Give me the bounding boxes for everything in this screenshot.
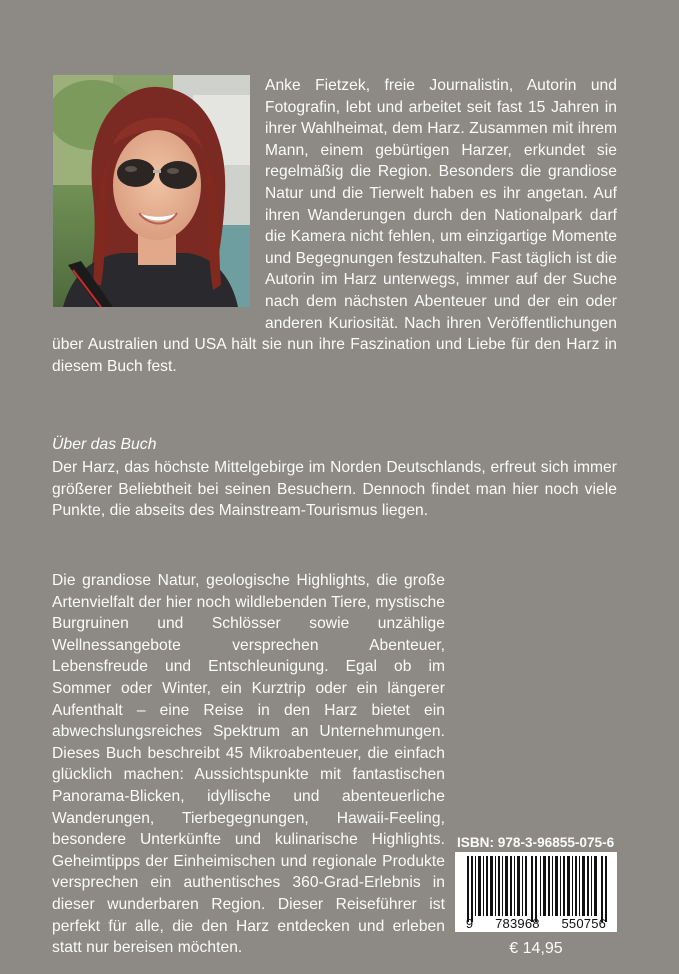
price: € 14,95 (509, 940, 563, 957)
author-bio-block (52, 75, 617, 377)
section-title: Über das Buch (52, 436, 157, 453)
book-description: Die grandiose Natur, geologische Highlights, die große Artenvielfalt der hier noch wildlebenden Tiere, mystische Burgruinen und Schlösser sowie unzählige Wellnessangebote versprechen Abenteuer, Lebensfreude und Entschleunigung. Egal ob im Sommer oder Winter, ein Kurztrip oder ein längerer Aufenthalt – eine Reise in den Harz bietet ein abwechslungsreiches Spektrum an Unternehmungen. Dieses Buch beschreibt 45 Mikroabenteuer, die einfach glücklich machen: Aussichtspunkte mit fantastischen Panorama-Blicken, idyllische und abenteuerliche Wanderungen, Tierbegegnungen, Hawaii-Feeling, besondere Unterkünfte und kulinarische Highlights. Geheimtipps der Einheimischen und regionale Produkte versprechen ein authentisches 360-Grad-Erlebnis in dieser wunderbaren Region. Dieser Reiseführer ist perfekt für alle, die den Harz entdecken und erleben statt nur bereisen möchten. (52, 572, 445, 957)
barcode-digit-group-1: 783968 (495, 915, 540, 931)
barcode-digit-group-2: 550756 (561, 915, 607, 931)
author-bio: Anke Fietzek, freie Journalistin, Autorin und Fotografin, lebt und arbeitet seit fast 15 Jahren in ihrer Wahlheimat, dem Harz. Zusammen mit ihrem Mann, einem gebürtigen Harzer, erkundet sie regelmäßig die Region. Besonders die grandiose Natur und die Tierwelt haben es ihr angetan. Auf ihren Wanderungen durch den Nationalpark darf die Kamera nicht fehlen, um einzigartige Momente und Begegnungen festzuhalten. Fast täglich ist die Autorin im Harz unterwegs, immer auf der Suche nach dem nächsten Abenteuer und der ein oder anderen Kuriosität. Nach ihren Veröffentlichungen über Australien und USA hält sie nun ihre Faszination und Liebe für den Harz in diesem Buch fest. (52, 77, 617, 375)
isbn-label: ISBN: 978-3-96855-075-6 (457, 835, 615, 850)
barcode-digits (455, 914, 617, 932)
photo-spacer (52, 75, 265, 313)
barcode-digit-prefix: 9 (465, 915, 474, 931)
book-intro: Der Harz, das höchste Mittelgebirge im Norden Deutschlands, erfreut sich immer größerer Beliebtheit bei seinen Besuchern. Dennoch findet man hier noch viele Punkte, die abseits des Mainstream-Tourismus liegen. (52, 459, 617, 520)
